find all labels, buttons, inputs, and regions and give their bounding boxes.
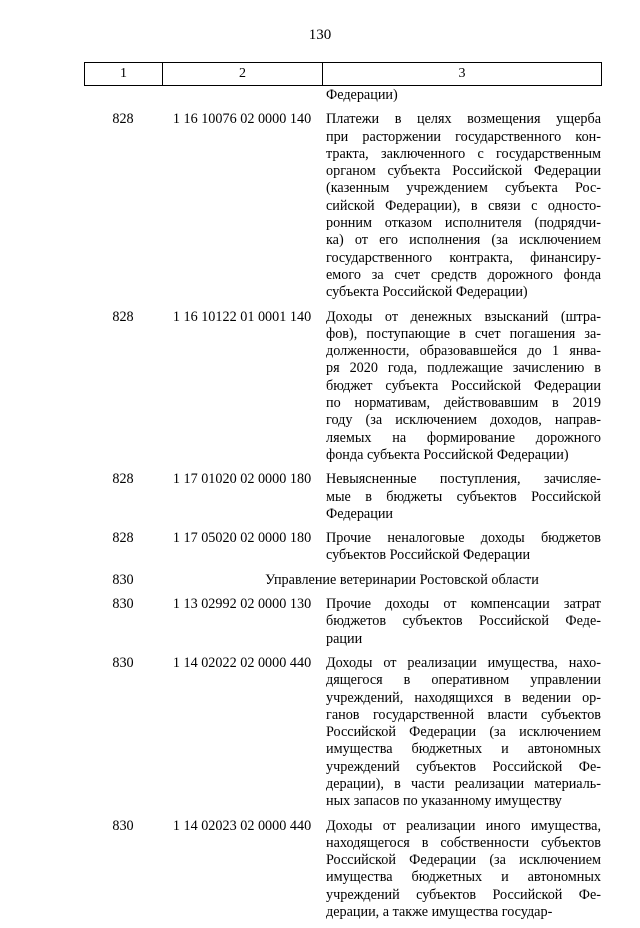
admin-code: 828: [112, 530, 134, 547]
table-row: [84, 596, 602, 648]
description-line: мые в бюджеты субъектов Российской: [326, 488, 601, 505]
description-line: Прочие доходы от компенсации затрат: [326, 596, 601, 613]
description-line: сийской Федерации), в связи с односто-: [326, 197, 601, 214]
description-line: Доходы от реализации иного имущества,: [326, 817, 601, 834]
description-line: имущества бюджетных и автономных: [326, 741, 601, 758]
budget-classification-code: 1 14 02023 02 0000 440: [172, 817, 312, 834]
income-description: [322, 655, 601, 811]
table-row: [84, 530, 602, 565]
description-line: органом субъекта Российской Федерации: [326, 163, 601, 180]
description-line: емого за счет средств дорожного фонда: [326, 266, 601, 283]
table-row: [84, 309, 602, 465]
table-row: [84, 818, 602, 922]
description-line: Невыясненные поступления, зачисляе-: [326, 471, 601, 488]
admin-code: 828: [112, 308, 134, 325]
description-line: дящегося в оперативном управлении: [326, 672, 601, 689]
description-line: имущества бюджетных и автономных: [326, 869, 601, 886]
table-header: [84, 62, 602, 86]
budget-classification-code: 1 17 01020 02 0000 180: [172, 471, 312, 488]
description-line: ка) от его исполнения (за исключением: [326, 232, 601, 249]
description-line: фонда субъекта Российской Федерации): [326, 446, 569, 463]
description-line: Федерации: [326, 505, 394, 522]
description-line: бюджетов субъектов Российской Феде-: [326, 613, 601, 630]
budget-classification-code: 1 16 10122 01 0001 140: [172, 308, 312, 325]
description-line: Доходы от денежных взысканий (штра-: [326, 308, 601, 325]
description-line: субъектов Российской Федерации: [326, 547, 531, 564]
table-row: [84, 655, 602, 811]
description-line: (казенным учреждением субъекта Рос-: [326, 180, 601, 197]
income-description: [322, 530, 601, 565]
description-line: году (за исключением доходов, направ-: [326, 412, 601, 429]
income-description: [322, 818, 601, 922]
description-line: учреждений субъектов Российской Фе-: [326, 758, 601, 775]
income-description: [322, 309, 601, 465]
description-line: долженности, образовавшейся до 1 янва-: [326, 343, 601, 360]
kbk-empty: [162, 87, 322, 104]
description-line: Федерации): [326, 87, 398, 103]
continuation-row: [84, 87, 602, 104]
header-col-2: 2: [163, 63, 323, 85]
admin-code: 830: [112, 571, 134, 588]
description-line: учреждений, находящихся в ведении ор-: [326, 689, 601, 706]
description-line: субъекта Российской Федерации): [326, 284, 528, 301]
income-description: [322, 471, 601, 523]
description-line: государственного контракта, финансиру-: [326, 249, 601, 266]
table-row: [84, 471, 602, 523]
description-line: ганов государственной власти субъектов: [326, 706, 601, 723]
description-line: дерации), в части реализации материаль-: [326, 775, 601, 792]
description-line: рации: [326, 630, 363, 647]
description-line: при расторжении государственного кон-: [326, 128, 601, 145]
description-line: ронним отказом исполнителя (подрядчи-: [326, 215, 601, 232]
budget-classification-code: 1 14 02022 02 0000 440: [172, 654, 312, 671]
budget-classification-code: 1 17 05020 02 0000 180: [172, 530, 312, 547]
income-description: [322, 87, 601, 104]
budget-classification-code: 1 16 10076 02 0000 140: [172, 111, 312, 128]
description-line: Прочие неналоговые доходы бюджетов: [326, 530, 601, 547]
header-col-1: 1: [85, 63, 163, 85]
description-line: ря 2020 года, подлежащие зачислению в: [326, 360, 601, 377]
admin-code: 830: [112, 817, 134, 834]
description-line: находящегося в собственности субъектов: [326, 834, 601, 851]
income-description: [322, 596, 601, 648]
admin-code: 830: [112, 654, 134, 671]
section-title: Управление ветеринарии Ростовской области: [265, 571, 539, 588]
description-line: Доходы от реализации имущества, нахо-: [326, 654, 601, 671]
admin-code: 828: [112, 471, 134, 488]
table-row: [84, 111, 602, 301]
budget-classification-code: 1 13 02992 02 0000 130: [172, 596, 312, 613]
description-line: учреждений субъектов Российской Фе-: [326, 886, 601, 903]
section-header-row: [84, 572, 602, 589]
description-line: ляемых на формирование дорожного: [326, 429, 601, 446]
description-line: по нормативам, действовавшим в 2019: [326, 395, 601, 412]
table-body: [84, 87, 602, 928]
description-line: Российской Федерации (за исключением: [326, 724, 601, 741]
admin-code: 828: [112, 111, 134, 128]
description-line: Российской Федерации (за исключением: [326, 852, 601, 869]
income-description: [322, 111, 601, 301]
header-col-3: 3: [458, 66, 466, 81]
admin-code: 830: [112, 596, 134, 613]
description-line: фов), поступающие в счет погашения за-: [326, 325, 601, 342]
description-line: тракта, заключенного с государственным: [326, 145, 601, 162]
description-line: бюджет субъекта Российской Федерации: [326, 377, 601, 394]
page-number: 130: [308, 27, 332, 43]
admin-code-empty: [84, 87, 162, 104]
description-line: Платежи в целях возмещения ущерба: [326, 111, 601, 128]
description-line: дерации, а также имущества государ-: [326, 904, 553, 921]
description-line: ных запасов по указанному имуществу: [326, 793, 562, 810]
